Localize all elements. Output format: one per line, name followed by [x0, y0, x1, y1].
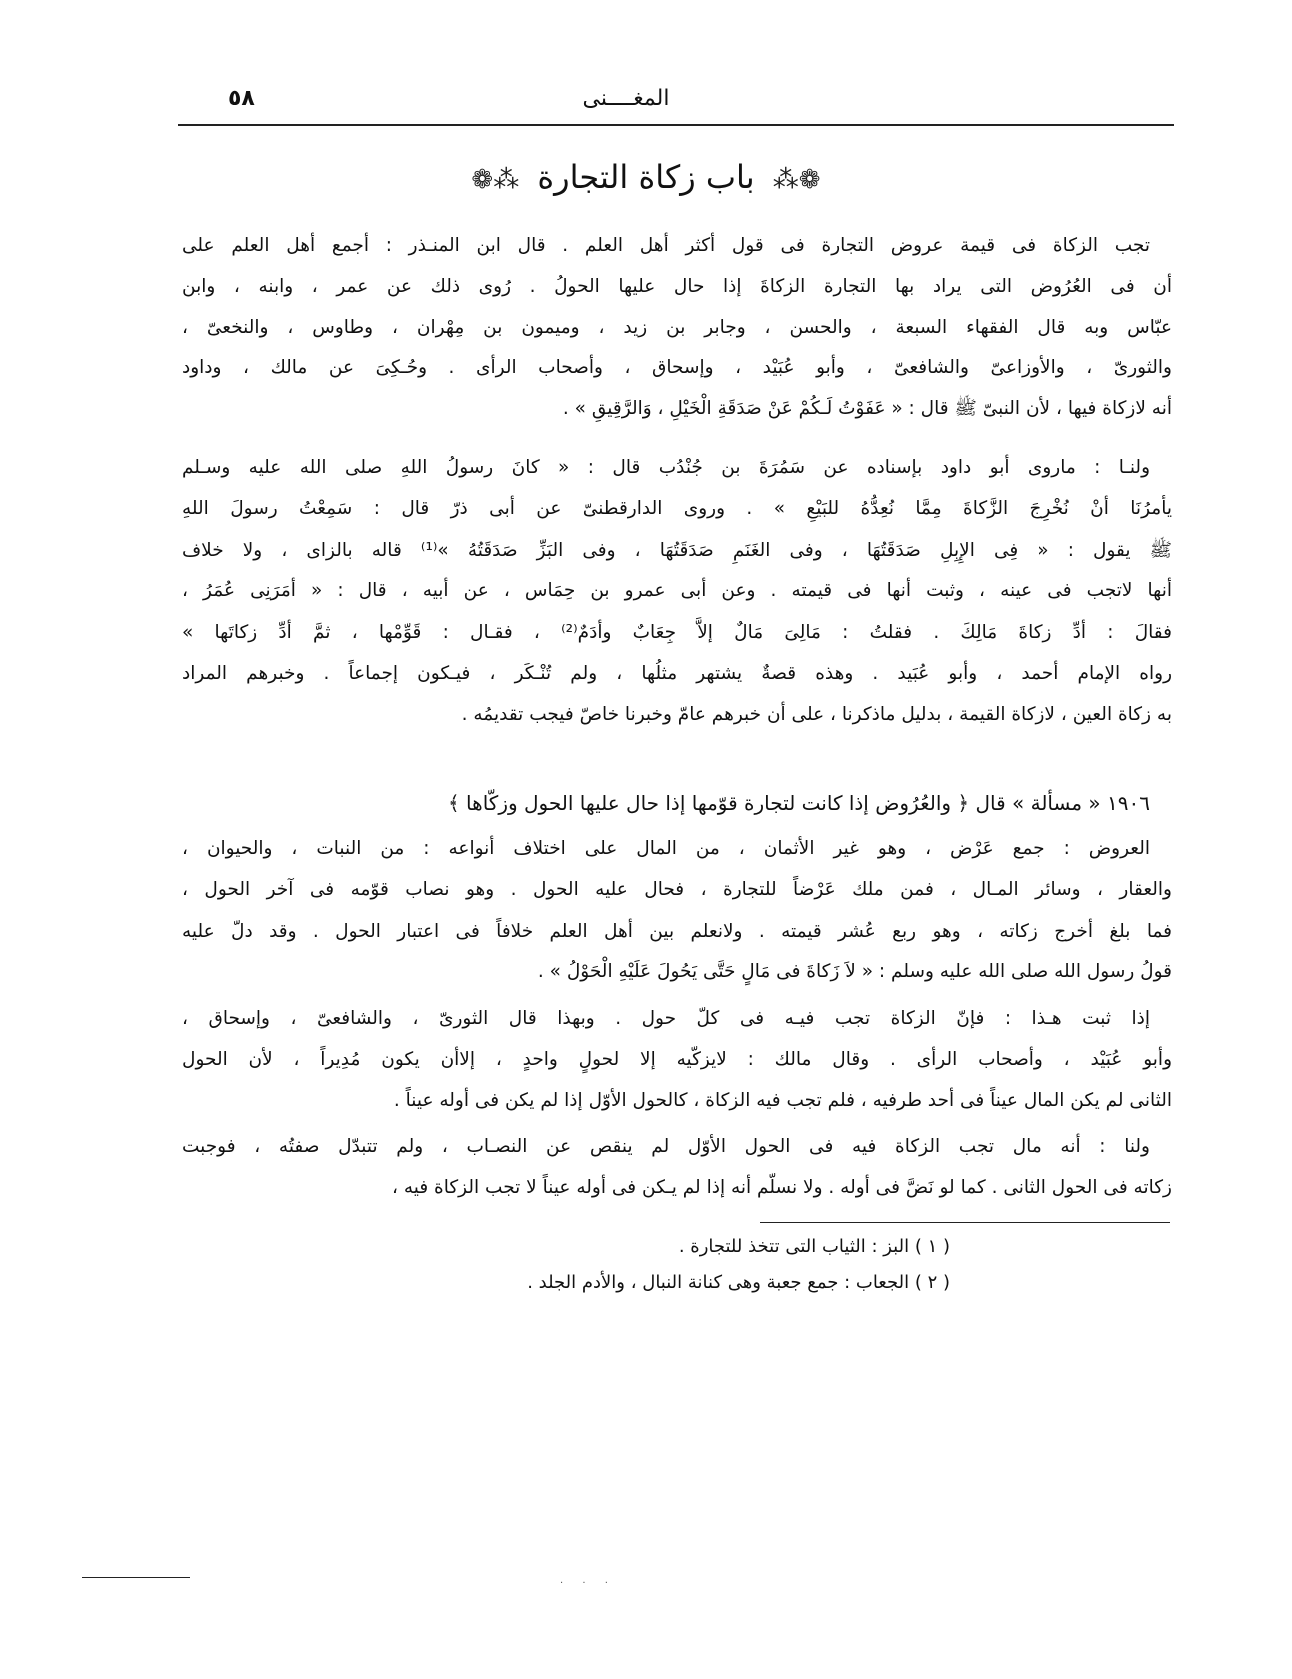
- footnote-rule: [760, 1222, 1170, 1223]
- floral-ornament-icon: ❁⁂: [772, 165, 821, 195]
- chapter-title-block: [0, 158, 1292, 196]
- bottom-rule: [82, 1577, 190, 1578]
- text-line: ﷺ يقول : « فِى الإِبِلِ صَدَقَتُهَا ، وفى الغَنَمِ صَدَقَتُهَا ، وفى البَزِّ صَدَقَتُهُ »⁽¹⁾ قاله بالزاى ، ولا خلاف: [182, 540, 1173, 561]
- text-line: زكاته فى الحول الثانى . كما لو نَضَّ فى أوله . ولا نسلّم أنه إذا لم يـكن فى أوله عيناً لا تجب الزكاة فيه ،: [391, 1177, 1172, 1198]
- text-line: أن فى العُرُوض التى يراد بها التجارة الزكاةَ إذا حال عليها الحولُ . رُوى ذلك عن عمر ، وابنه ، وابن: [182, 276, 1172, 297]
- text-line: الثانى لم يكن المال عيناً فى أحد طرفيه ، فلم تجب فيه الزكاة ، كالحول الأوّل إذا لم يكن فى أوله عيناً .: [393, 1090, 1172, 1111]
- footnote-1: ( ١ ) البز : الثياب التى تتخذ للتجارة .: [678, 1236, 950, 1257]
- footnote-2: ( ٢ ) الجعاب : جمع جعبة وهى كنانة النبال ، والأدم الجلد .: [527, 1272, 950, 1293]
- text-line: تجب الزكاة فى قيمة عروض التجارة فى قول أكثر أهل العلم . قال ابن المنـذر : أجمع أهل العلم على: [182, 235, 1150, 256]
- text-line: فقالَ : أدِّ زكاةَ مَالِكَ . فقلتُ : مَالِىَ مَالٌ إلاَّ جِعَابٌ وأدَمٌ⁽²⁾ ، فقـال : قَوِّمْها ، ثمَّ أدِّ زكاتَها »: [182, 622, 1172, 643]
- text-line: رواه الإمام أحمد ، وأبو عُبَيد . وهذه قصةٌ يشتهر مثلُها ، ولم تُنْـكَر ، فيـكون إجماعاً . وخبرهم المراد: [182, 663, 1172, 684]
- text-line: عبّاس وبه قال الفقهاء السبعة ، والحسن ، وجابر بن زيد ، وميمون بن مِهْران ، وطاوس ، والنخعىّ ،: [182, 317, 1172, 338]
- text-line: ولنا : أنه مال تجب الزكاة فيه فى الحول الأوّل لم ينقص عن النصـاب ، ولم تتبدّل صفتُه ، فوجبت: [182, 1136, 1150, 1157]
- text-line: قولُ رسول الله صلى الله عليه وسلم : « لاَ زَكاةَ فى مَالٍ حَتَّى يَحُولَ عَلَيْهِ الْحَوْلُ » .: [537, 961, 1172, 982]
- text-line: إذا ثبت هـذا : فإنّ الزكاة تجب فيـه فى كلّ حول . وبهذا قال الثورىّ ، والشافعىّ ، وإسحاق ،: [182, 1008, 1150, 1029]
- scan-dots: · · ·: [560, 1578, 616, 1589]
- text-line: فما بلغ أخرج زكاته ، وهو ربع عُشر قيمته . ولانعلم بين أهل العلم خلافاً فى اعتبار الحول . وقد دلّ عليه: [182, 921, 1172, 942]
- page-number: ٥٨: [228, 86, 255, 111]
- text-line: أنه لازكاة فيها ، لأن النبىّ ﷺ قال : « عَفَوْتُ لَـكُمْ عَنْ صَدَقَةِ الْخَيْلِ ، وَالرَّقِيقِ » .: [562, 398, 1172, 419]
- text-line: ولنـا : ماروى أبو داود بإسناده عن سَمُرَةَ بن جُنْدُب قال : « كانَ رسولُ اللهِ صلى الله عليه وسـلم: [182, 457, 1150, 478]
- issue-heading: ١٩٠٦ « مسألة » قال ﴿ والعُرُوض إذا كانت لتجارة قوّمها إذا حال عليها الحول وزكّاها ﴾: [447, 791, 1150, 815]
- running-title: المغــــنى: [582, 86, 670, 111]
- text-line: وأبو عُبَيْد ، وأصحاب الرأى . وقال مالك : لايزكّيه إلا لحولٍ واحدٍ ، إلاأن يكون مُدِيراً ، لأن الحول: [182, 1049, 1172, 1070]
- text-line: به زكاة العين ، لازكاة القيمة ، بدليل ماذكرنا ، على أن خبرهم عامّ وخبرنا خاصّ فيجب تقديمُه .: [461, 704, 1172, 725]
- text-line: والثورىّ ، والأوزاعىّ والشافعىّ ، وأبو عُبَيْد ، وإسحاق ، وأصحاب الرأى . وحُـكِىَ عن مالك ، وداود: [182, 357, 1172, 378]
- chapter-title: باب زكاة التجارة: [537, 158, 755, 196]
- text-line: يأمرُنَا أنْ نُخْرِجَ الزَّكاةَ مِمَّا نُعِدُّهُ للبَيْعِ » . وروى الدارقطنىّ عن أبى ذرّ قال : سَمِعْتُ رسولَ اللهِ: [182, 498, 1172, 519]
- floral-ornament-icon: ⁂❁: [471, 165, 520, 195]
- text-line: العروض : جمع عَرْض ، وهو غير الأثمان ، من المال على اختلاف أنواعه : من النبات ، والحيوان ،: [182, 838, 1150, 859]
- header-rule: [178, 124, 1174, 126]
- text-line: والعقار ، وسائر المـال ، فمن ملك عَرْضاً للتجارة ، فحال عليه الحول . وهو نصاب قوّمه فى آخر الحول ،: [182, 879, 1172, 900]
- text-line: أنها لاتجب فى عينه ، وثبت أنها فى قيمته . وعن أبى عمرو بن حِمَاس ، عن أبيه ، قال : « أمَرَنِى عُمَرُ ،: [182, 580, 1172, 601]
